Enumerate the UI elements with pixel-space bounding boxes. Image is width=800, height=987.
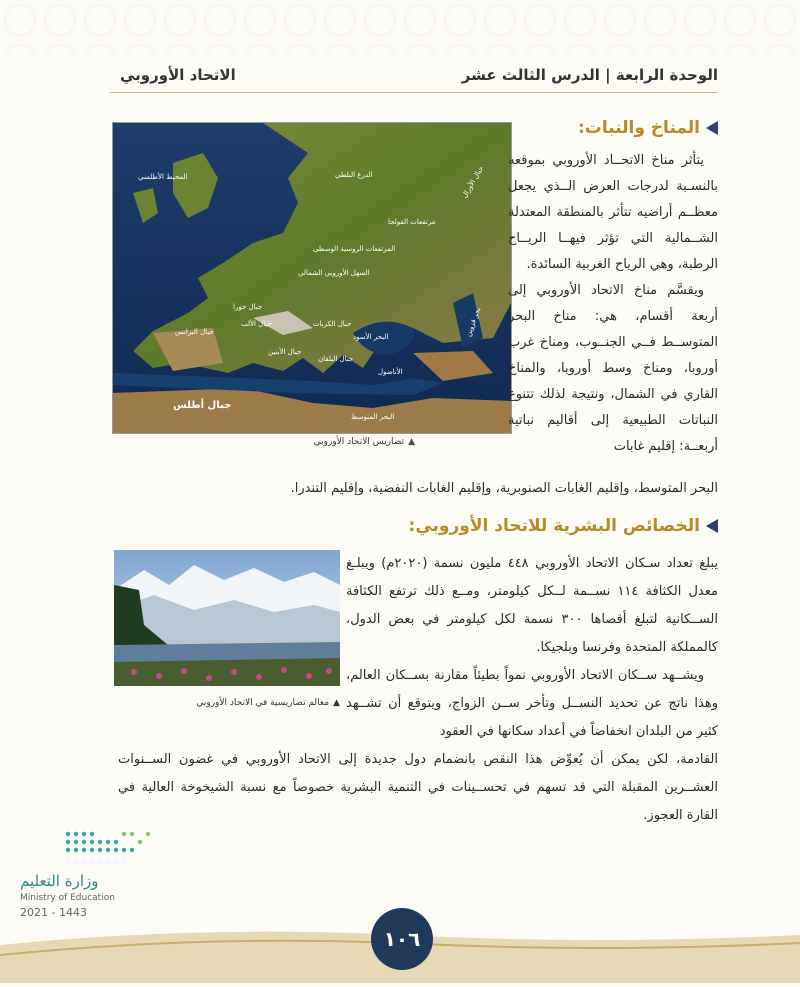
map-label-black-sea: البحر الأسود — [353, 333, 389, 341]
map-label-north-plain: السهل الأوروبي الشمالي — [298, 269, 370, 277]
ministry-name-ar: وزارة التعليم — [20, 872, 99, 890]
unit-lesson-title: الوحدة الرابعة | الدرس الثالث عشر — [461, 66, 718, 84]
map-label-apennines: جبال الأبنين — [268, 348, 302, 356]
map-label-atlas: جبال أطلس — [173, 400, 232, 411]
map-label-jura: جبال جورا — [233, 303, 263, 311]
map-label-pyrenees: جبال البرانس — [175, 328, 214, 336]
map-label-balkans: جبال البلقان — [318, 355, 354, 363]
map-image — [113, 123, 511, 433]
map-label-anatolia: الأناضول — [378, 368, 403, 376]
map-label-central-russian: المرتفعات الروسية الوسطى — [313, 245, 396, 253]
header-divider — [110, 92, 718, 93]
section-arrow-icon — [706, 519, 718, 533]
ministry-logo-icon — [58, 826, 178, 870]
caption-triangle-icon: ▲ — [333, 698, 340, 708]
climate-text-column — [508, 148, 718, 460]
landscape-photo — [114, 550, 340, 686]
climate-paragraph-continued: البحر المتوسط، وإقليم الغابات الصنوبرية، وإقليم الغابات النفضية، وإقليم التندرا. — [290, 481, 718, 496]
map-label-alps: جبال الألب — [241, 320, 272, 328]
map-label-urals: جبال الأورال — [460, 164, 486, 200]
page-header — [0, 60, 800, 94]
ministry-name-en: Ministry of Education — [20, 893, 115, 903]
map-label-carpathians: جبال الكربات — [313, 320, 352, 328]
human-paragraph-continued: القادمة، لكن يمكن أن يُعوِّض هذا النقص بانضمام دول جديدة إلى الاتحاد الأوروبي في غضون الســنوات العشــرين المقبلة التي قد تسهم في تحســينات في التنمية البشرية خصوصاً مع نسبة الشيخوخة العالية في القارة العجوز. — [118, 752, 718, 823]
edition-year: 2021 - 1443 — [20, 906, 87, 919]
photo-caption: ▲معالم تضاريسية في الاتحاد الأوروبي — [196, 698, 340, 708]
section-arrow-icon — [706, 121, 718, 135]
map-label-baltic-shield: الدرع البلطي — [335, 171, 373, 179]
map-label-mediterranean: البحر المتوسط — [351, 413, 395, 421]
page-number: ١٠٦ — [371, 908, 433, 970]
landscape-image — [114, 550, 340, 686]
section-title-human: الخصائص البشرية للاتحاد الأوروبي: — [409, 516, 718, 536]
section-title-climate: المناخ والنبات: — [578, 118, 718, 138]
map-label-volga: مرتفعات الفولجا — [388, 218, 436, 226]
map-caption: ▲تضاريس الاتحاد الأوروبي — [313, 437, 415, 447]
climate-paragraph-2: ويقسَّم مناخ الاتحاد الأوروبي إلى أربعة أقسام، هي: مناخ البحر المتوســط فــي الجنــوب، ومناخ غرب أوروبا، ومناخ وسط أوروبا، والمناخ القاري في الشمال، ونتيجة لذلك تتنوع النباتات الطبيعية إلى أقاليم نباتية أربعــة: إقليم غابات — [508, 283, 718, 454]
climate-paragraph-1: يتأثر مناخ الاتحــاد الأوروبي بموقعه بالنسـبة لدرجات العرض الــذي يجعل معظــم أراضيه تتأثر بالمنطقة المعتدلة الشــمالية التي تؤثر فيهــا الريــاح الرطبة، وهي الرياح الغربية السائدة. — [508, 153, 718, 272]
map-label-atlantic: المحيط الأطلسي — [138, 173, 188, 181]
europe-relief-map — [112, 122, 512, 434]
caption-triangle-icon: ▲ — [408, 437, 415, 447]
top-ornament — [0, 0, 800, 60]
human-paragraph-1: يبلغ تعداد سـكان الاتحاد الأوروبي ٤٤٨ مليون نسمة (٢٠٢٠م) ويبلـغ معدل الكثافة ١١٤ نســمة لــكل كيلومتر، ومــع ذلك ترتفع الكثافة الســكانية لتبلغ أقصاها ٣٠٠ نسمة لكل كيلومتر في بعض الدول، كالمملكة المتحدة وفرنسا وبلجيكا. — [346, 556, 719, 655]
human-paragraph-2: ويشــهد ســكان الاتحاد الأوروبي نمواً بطيئاً مقارنة بســكان العالم، وهذا ناتج عن تحديد النســل وتأخر ســن الزواج، ويتوقع أن تشــهد كثير من البلدان انخفاضاً في أعداد سكانها في العقود — [346, 668, 718, 739]
topic-title: الاتحاد الأوروبي — [120, 66, 236, 84]
human-text-column — [346, 550, 718, 746]
map-label-caspian: بحر قزوين — [464, 306, 483, 338]
